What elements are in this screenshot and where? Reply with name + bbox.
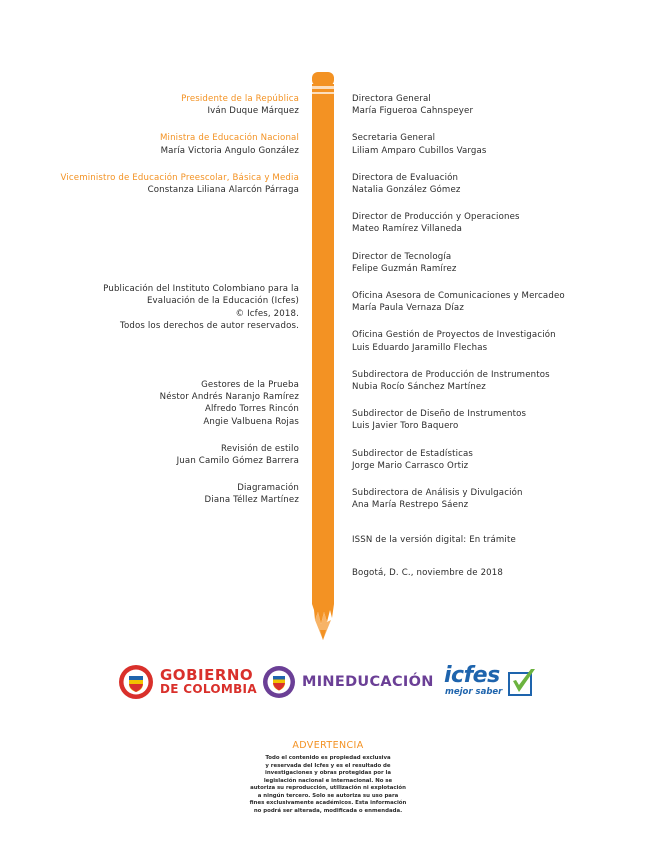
warning-text [228,755,428,815]
revision-block [0,443,299,467]
person-name: Jorge Mario Carrasco Ortiz [352,460,469,471]
role-label: Subdirector de Estadísticas [352,448,474,459]
staff-block [352,448,652,472]
icfes-logo [444,664,537,700]
person-name: Angie Valbuena Rojas [203,416,299,427]
section-title: Gestores de la Prueba [201,380,299,391]
role-label: Subdirectora de Producción de Instrumentos [352,369,550,380]
role-label: Directora de Evaluación [352,172,459,183]
minister-block [0,132,299,156]
warning-line: Todo el contenido es propiedad exclusiva [265,755,391,761]
staff-block [352,172,652,196]
warning-line: y reservada del Icfes y es el resultado de [265,762,391,769]
staff-block [352,408,652,432]
icfes-check-icon [507,667,537,697]
person-name: Nubia Rocío Sánchez Martínez [352,382,486,393]
colombia-shield-icon [118,664,154,700]
icfes-wordmark: icfes [444,663,500,688]
publication-line: Evaluación de la Educación (Icfes) [146,296,299,307]
right-column [352,93,652,579]
mineducacion-shield-icon [262,665,296,699]
gobierno-line2: DE COLOMBIA [160,682,257,696]
person-name: Constanza Liliana Alarcón Párraga [147,185,299,196]
section-title: Revisión de estilo [221,443,299,454]
person-name: María Figueroa Cahnspeyer [352,106,474,117]
staff-block [352,211,652,235]
person-name: María Victoria Angulo González [160,145,299,156]
issn-line: ISSN de la versión digital: En trámite [352,535,516,546]
staff-block [352,132,652,156]
person-name: Liliam Amparo Cubillos Vargas [352,145,487,156]
person-name: Iván Duque Márquez [207,106,299,117]
staff-block [352,369,652,393]
role-label: Subdirector de Diseño de Instrumentos [352,409,527,420]
person-name: Luis Eduardo Jaramillo Flechas [352,342,488,353]
role-label: Director de Tecnología [352,251,452,262]
warning-line: legislación nacional e internacional. No se [263,777,393,784]
person-name: Mateo Ramírez Villaneda [352,224,463,235]
person-name: Felipe Guzmán Ramírez [352,263,457,274]
role-label: Directora General [352,94,431,104]
person-name: Ana María Restrepo Sáenz [352,500,469,511]
role-label: Presidente de la República [181,94,299,104]
gobierno-colombia-logo [118,664,257,700]
person-name: Juan Camilo Gómez Barrera [176,456,299,467]
publication-line: © Icfes, 2018. [235,308,299,319]
person-name: Alfredo Torres Rincón [204,404,299,415]
left-column [0,93,299,507]
person-name: Diana Téllez Martínez [204,495,299,506]
gestores-block [0,379,299,428]
mineducacion-wordmark: MINEDUCACIÓN [302,674,434,690]
staff-block [352,329,652,353]
role-label: Oficina Asesora de Comunicaciones y Mercadeo [352,291,565,302]
person-name: Luis Javier Toro Baquero [352,421,459,432]
diagramacion-block [0,482,299,506]
publication-notice [0,283,299,332]
person-name: Natalia González Gómez [352,185,461,196]
logos-row [0,662,655,708]
role-label: Secretaria General [352,133,436,144]
icfes-tagline: mejor saber [445,687,503,697]
role-label: Director de Producción y Operaciones [352,212,520,223]
viceminister-block [0,172,299,196]
warning-line: no podrá ser alterada, modificada o enmendada. [253,807,403,814]
gobierno-line1: GOBIERNO [160,666,254,684]
warning-line: fines exclusivamente académicos. Esta información [249,800,407,806]
warning-title: ADVERTENCIA [292,740,364,751]
publication-line: Todos los derechos de autor reservados. [120,320,299,331]
staff-block [352,290,652,314]
staff-block [352,93,652,117]
warning-line: autoriza su reproducción, utilización ni explotación [250,785,406,791]
role-label: Ministra de Educación Nacional [159,133,299,144]
warning-line: investigaciones y obras protegidas por la [265,770,391,776]
mineducacion-logo [262,665,434,699]
staff-block [352,487,652,511]
publication-line: Publicación del Instituto Colombiano para la [103,284,299,295]
role-label: Oficina Gestión de Proyectos de Investigación [352,330,556,341]
role-label: Subdirectora de Análisis y Divulgación [352,488,523,499]
person-name: María Paula Vernaza Díaz [352,303,464,314]
warning-line: a ningún tercero. Solo se autoriza su uso para [257,792,399,799]
warning-notice [228,740,428,815]
pencil-divider-icon [312,72,334,642]
person-name: Néstor Andrés Naranjo Ramírez [159,392,299,403]
place-date-line: Bogotá, D. C., noviembre de 2018 [352,567,504,578]
section-title: Diagramación [237,483,299,494]
role-label: Viceministro de Educación Preescolar, Básica y Media [60,172,299,183]
staff-block [352,251,652,275]
president-block [0,93,299,117]
